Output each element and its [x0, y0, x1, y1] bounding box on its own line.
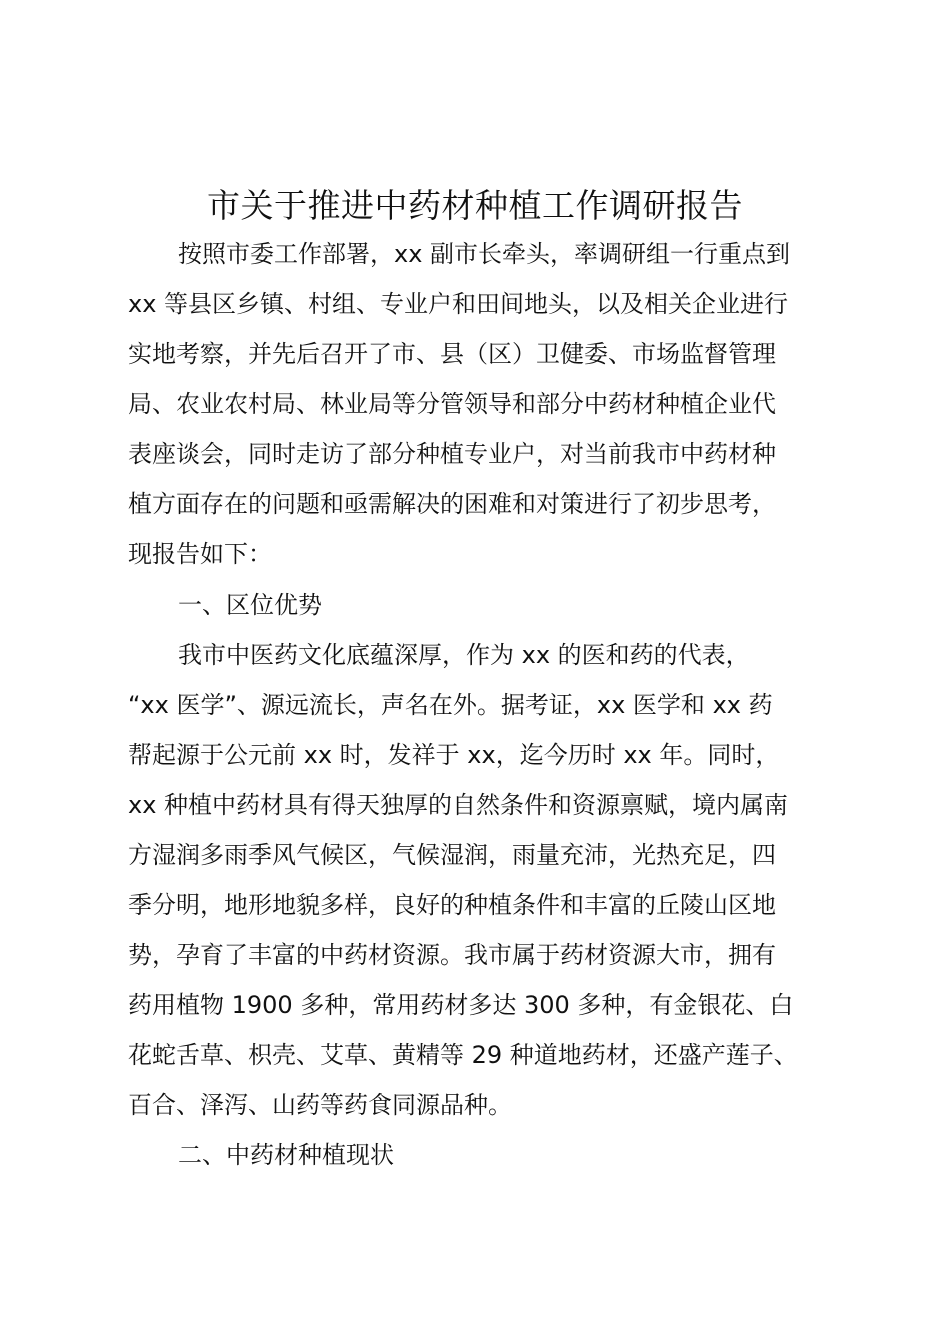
paragraph-line: 势，孕育了丰富的中药材资源。我市属于药材资源大市，拥有	[128, 941, 776, 969]
paragraph-line: xx 种植中药材具有得天独厚的自然条件和资源禀赋，境内属南	[128, 791, 789, 819]
section-heading: 二、中药材种植现状	[178, 1141, 394, 1169]
document-title: 市关于推进中药材种植工作调研报告	[207, 186, 743, 225]
paragraph-line: 我市中医药文化底蕴深厚，作为 xx 的医和药的代表，	[178, 641, 750, 669]
paragraph-line: 植方面存在的问题和亟需解决的困难和对策进行了初步思考，	[128, 490, 776, 518]
paragraph-line: 方湿润多雨季风气候区，气候湿润，雨量充沛，光热充足，四	[128, 841, 776, 869]
section-heading: 一、区位优势	[178, 591, 322, 619]
paragraph-line: 表座谈会，同时走访了部分种植专业户，对当前我市中药材种	[128, 440, 776, 468]
paragraph-line: 局、农业农村局、林业局等分管领导和部分中药材种植企业代	[128, 390, 776, 418]
paragraph-line: 药用植物 1900 多种，常用药材多达 300 多种，有金银花、白	[128, 991, 794, 1019]
paragraph-line: 百合、泽泻、山药等药食同源品种。	[128, 1091, 512, 1119]
paragraph-line: 按照市委工作部署，xx 副市长牵头，率调研组一行重点到	[178, 240, 791, 268]
paragraph-line: 现报告如下：	[128, 540, 272, 568]
paragraph-line: 季分明，地形地貌多样，良好的种植条件和丰富的丘陵山区地	[128, 891, 776, 919]
paragraph-line: “xx 医学”、源远流长，声名在外。据考证，xx 医学和 xx 药	[128, 691, 773, 719]
paragraph-line: 实地考察，并先后召开了市、县（区）卫健委、市场监督管理	[128, 340, 776, 368]
paragraph-line: 帮起源于公元前 xx 时，发祥于 xx，迄今历时 xx 年。同时，	[128, 741, 780, 769]
paragraph-line: xx 等县区乡镇、村组、专业户和田间地头，以及相关企业进行	[128, 290, 789, 318]
paragraph-line: 花蛇舌草、枳壳、艾草、黄精等 29 种道地药材，还盛产莲子、	[128, 1041, 798, 1069]
